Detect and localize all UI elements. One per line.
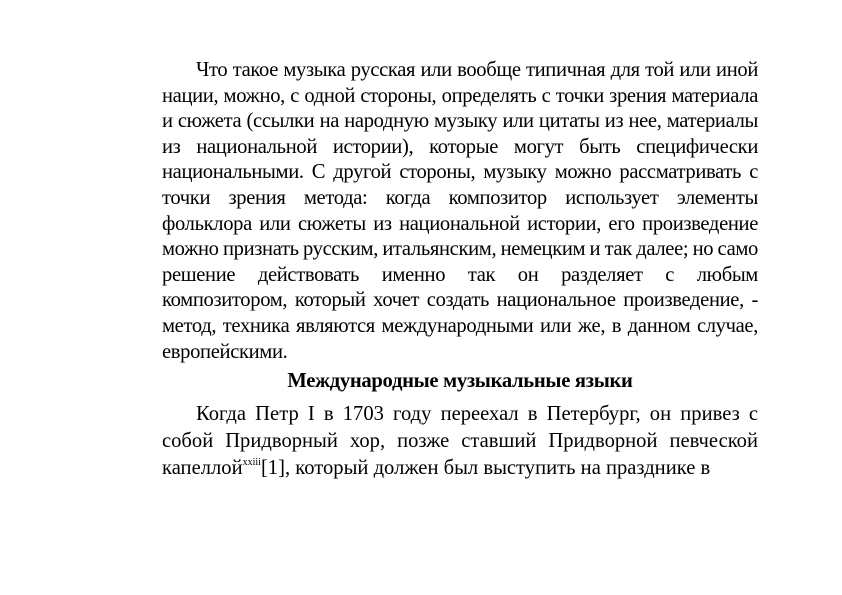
paragraph-1: Что такое музыка русская или вообще типичная для той или иной нации, можно, с одной стороны, определять с точки зрения материала и сюжета (ссылки на народную музыку или цитаты из нее, материалы из национальной истории), которые могут быть специфически национальными. С другой стороны, музыку можно рассматривать с точки зрения метода: когда композитор использует элементы фольклора или сюжеты из национальной истории, его произведение можно признать русским, итальянским, немецким и так далее; но само решение действовать именно так он разделяет с любым композитором, который хочет создать национальное произведение, - метод, техника являются международными или же, в данном случае, европейскими.	[162, 59, 758, 363]
paragraph-2	[162, 401, 758, 482]
footnote-marker[interactable]: xxiii	[242, 456, 261, 468]
paragraph-2-text-continued: [1], который должен был выступить на празднике в	[260, 456, 711, 479]
document-page	[162, 58, 758, 482]
paragraph-2-text: Когда Петр I в 1703 году переехал в Петербург, он привез с собой Придворный хор, позже ставший Придворной певческой капеллой	[162, 402, 758, 479]
section-heading: Международные музыкальные языки	[287, 370, 633, 393]
